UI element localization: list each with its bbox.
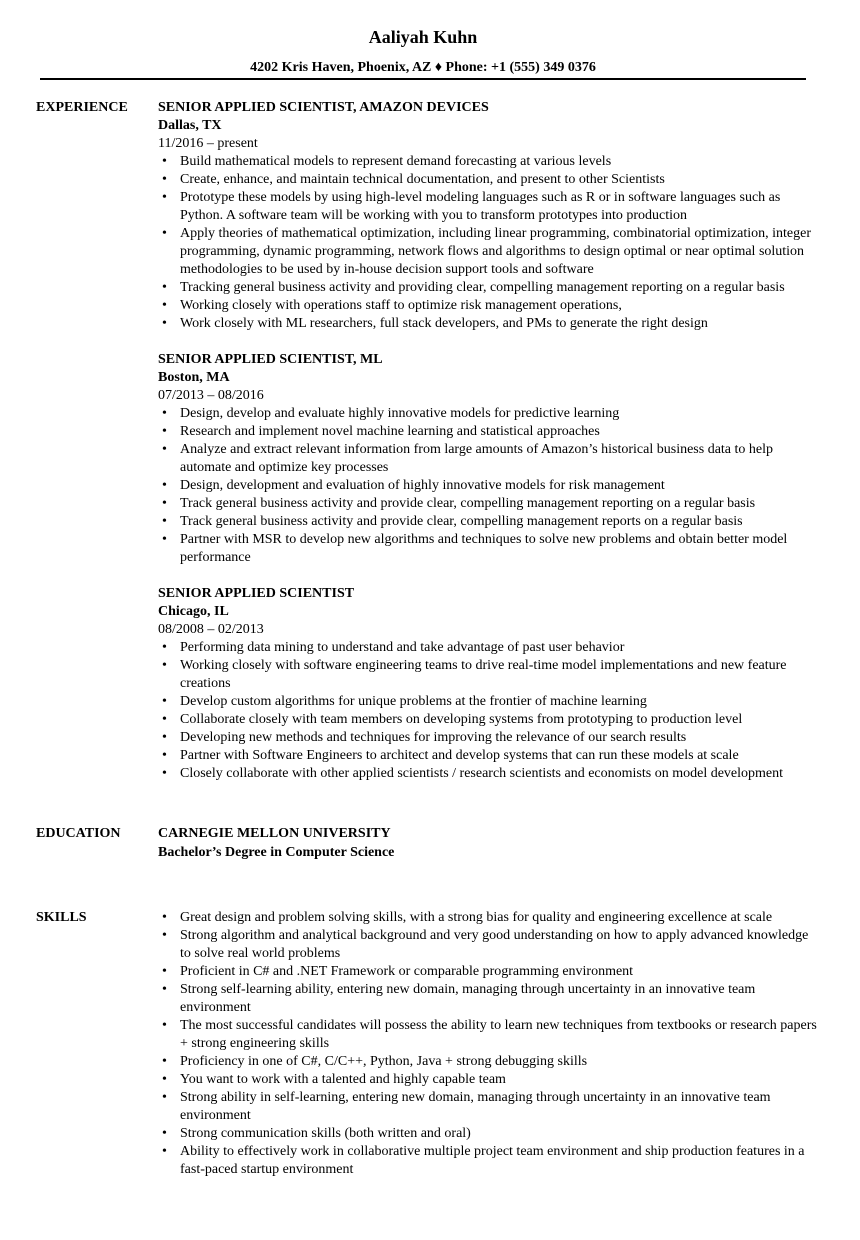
experience-list bbox=[158, 99, 818, 801]
bullet-item: • Developing new methods and techniques for improving the relevance of our search results bbox=[180, 729, 818, 747]
job-bullets bbox=[158, 639, 818, 783]
header-divider bbox=[40, 78, 806, 80]
education-entry bbox=[158, 825, 818, 862]
job-location: Boston, MA bbox=[158, 370, 230, 385]
bullet-item: • Analyze and extract relevant information from large amounts of Amazon’s historical business data to help automate and optimize key processes bbox=[180, 441, 818, 477]
skill-item: • Strong algorithm and analytical background and very good understanding on how to apply advanced knowledge to solve real world problems bbox=[180, 927, 818, 963]
bullet-item: • Partner with MSR to develop new algorithms and techniques to solve new problems and obtain better model performance bbox=[180, 531, 818, 567]
degree-name: Bachelor’s Degree in Computer Science bbox=[158, 845, 395, 860]
skill-item: • Ability to effectively work in collaborative multiple project team environment and ship production features in a fast-paced startup environment bbox=[180, 1143, 818, 1179]
job-entry bbox=[158, 585, 818, 783]
skill-item: • You want to work with a talented and highly capable team bbox=[180, 1071, 818, 1089]
school-name: CARNEGIE MELLON UNIVERSITY bbox=[158, 826, 391, 841]
job-location: Dallas, TX bbox=[158, 118, 222, 133]
bullet-item: • Working closely with operations staff to optimize risk management operations, bbox=[180, 297, 818, 315]
bullet-item: • Prototype these models by using high-level modeling languages such as R or in software languages such as Python. A software team will be working with you to transform prototypes into production bbox=[180, 189, 818, 225]
job-bullets bbox=[158, 405, 818, 567]
job-dates: 08/2008 – 02/2013 bbox=[158, 622, 264, 637]
skill-item: • Great design and problem solving skills, with a strong bias for quality and engineering excellence at scale bbox=[180, 909, 818, 927]
bullet-item: • Research and implement novel machine learning and statistical approaches bbox=[180, 423, 818, 441]
skill-item: • Strong self-learning ability, entering new domain, managing through uncertainty in an innovative team environment bbox=[180, 981, 818, 1017]
bullet-item: • Partner with Software Engineers to architect and develop systems that can run these models at scale bbox=[180, 747, 818, 765]
bullet-item: • Build mathematical models to represent demand forecasting at various levels bbox=[180, 153, 818, 171]
bullet-item: • Collaborate closely with team members on developing systems from prototyping to production level bbox=[180, 711, 818, 729]
bullet-item: • Closely collaborate with other applied scientists / research scientists and economists on model development bbox=[180, 765, 818, 783]
job-bullets bbox=[158, 153, 818, 333]
section-label-skills: SKILLS bbox=[36, 910, 87, 925]
skill-item: • Proficient in C# and .NET Framework or comparable programming environment bbox=[180, 963, 818, 981]
bullet-item: • Track general business activity and provide clear, compelling management reporting on a regular basis bbox=[180, 495, 818, 513]
bullet-item: • Performing data mining to understand and take advantage of past user behavior bbox=[180, 639, 818, 657]
bullet-item: • Develop custom algorithms for unique problems at the frontier of machine learning bbox=[180, 693, 818, 711]
candidate-name: Aaliyah Kuhn bbox=[368, 27, 478, 47]
job-dates: 11/2016 – present bbox=[158, 136, 258, 151]
skills-list bbox=[158, 909, 818, 1179]
contact-line: 4202 Kris Haven, Phoenix, AZ ♦ Phone: +1 (555) 349 0376 bbox=[250, 60, 596, 75]
bullet-item: • Design, development and evaluation of highly innovative models for risk management bbox=[180, 477, 818, 495]
job-title: SENIOR APPLIED SCIENTIST, ML bbox=[158, 352, 383, 367]
job-entry bbox=[158, 351, 818, 567]
job-title: SENIOR APPLIED SCIENTIST, AMAZON DEVICES bbox=[158, 100, 489, 115]
job-dates: 07/2013 – 08/2016 bbox=[158, 388, 264, 403]
bullet-item: • Work closely with ML researchers, full stack developers, and PMs to generate the right design bbox=[180, 315, 818, 333]
skill-item: • Strong communication skills (both written and oral) bbox=[180, 1125, 818, 1143]
bullet-item: • Apply theories of mathematical optimization, including linear programming, combinatorial optimization, integer programming, dynamic programming, network flows and algorithms to design optimal or near optimal solution methodologies to be used by in-house decision support tools and software bbox=[180, 225, 818, 279]
section-label-education: EDUCATION bbox=[36, 826, 121, 841]
skill-item: • Strong ability in self-learning, entering new domain, managing through uncertainty in an innovative team environment bbox=[180, 1089, 818, 1125]
job-location: Chicago, IL bbox=[158, 604, 229, 619]
bullet-item: • Working closely with software engineering teams to drive real-time model implementations and new feature creations bbox=[180, 657, 818, 693]
bullet-item: • Tracking general business activity and providing clear, compelling management reporting on a regular basis bbox=[180, 279, 818, 297]
job-title: SENIOR APPLIED SCIENTIST bbox=[158, 586, 355, 601]
bullet-item: • Create, enhance, and maintain technical documentation, and present to other Scientists bbox=[180, 171, 818, 189]
skill-item: • Proficiency in one of C#, C/C++, Python, Java + strong debugging skills bbox=[180, 1053, 818, 1071]
section-label-experience: EXPERIENCE bbox=[36, 100, 128, 115]
skill-bullets bbox=[158, 909, 818, 1179]
bullet-item: • Track general business activity and provide clear, compelling management reports on a regular basis bbox=[180, 513, 818, 531]
job-entry bbox=[158, 99, 818, 333]
bullet-item: • Design, develop and evaluate highly innovative models for predictive learning bbox=[180, 405, 818, 423]
skill-item: • The most successful candidates will possess the ability to learn new techniques from textbooks or research papers + strong engineering skills bbox=[180, 1017, 818, 1053]
